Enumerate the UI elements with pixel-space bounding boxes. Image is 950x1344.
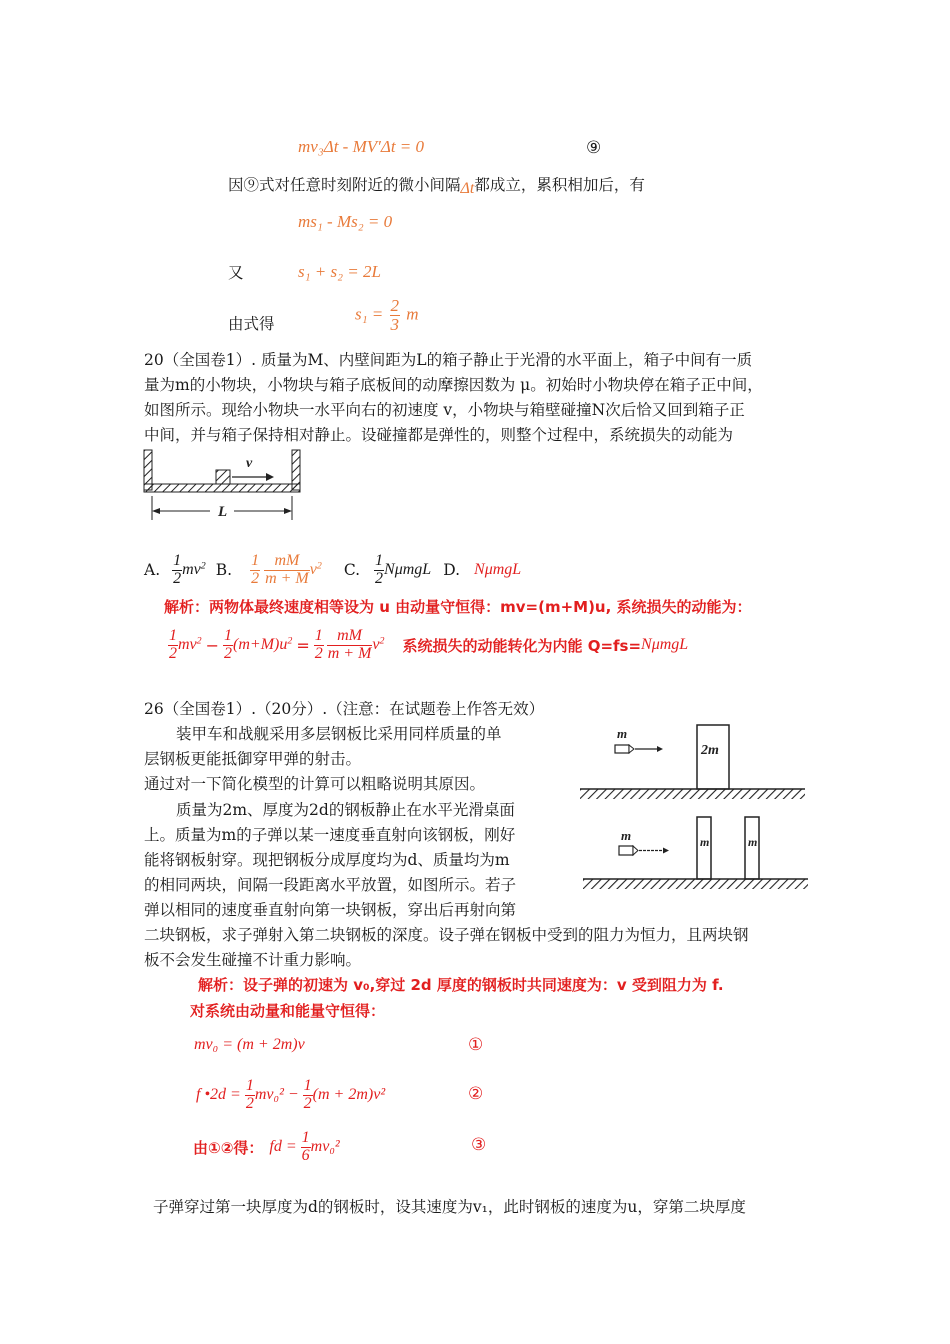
q26-solution-line2: 对系统由动量和能量守恒得： — [190, 1002, 386, 1020]
q26-line6: 上。质量为m的子弹以某一速度垂直射向该钢板，刚好 — [144, 826, 516, 844]
option-b-label: B. — [215, 561, 233, 579]
q26-line1: 26（全国卷1）.（20分）.（注意：在试题卷上作答无效） — [144, 700, 545, 718]
bullet-mass-label-bottom: m — [621, 828, 632, 843]
q26-line10: 二块钢板，求子弹射入第二块钢板的深度。设子弹在钢板中受到的阻力为恒力，且两块钢 — [144, 926, 749, 944]
delta-t: Δt — [460, 180, 475, 197]
table-bottom — [583, 879, 808, 889]
accumulate-text-head: 因⑨式对任意时刻附近的微小间隔 — [228, 176, 461, 194]
velocity-label: v — [246, 456, 253, 471]
thin-plate-2-label: m — [748, 835, 758, 849]
equation-9: mv₃Δt - MV′Δt = 0 — [298, 137, 425, 156]
label-also: 又 — [228, 264, 244, 282]
q20-solution-tail: 系统损失的动能转化为内能 Q=fs= — [402, 636, 642, 655]
length-label: L — [218, 504, 228, 520]
option-d-label: D. — [443, 561, 461, 579]
q20-line3: 如图所示。现给小物块一水平向右的初速度 v，小物块与箱壁碰撞N次后恰又回到箱子正 — [144, 401, 745, 419]
q26-solution-line1: 解析：设子弹的初速为 v₀,穿过 2d 厚度的钢板时共同速度为：v 受到阻力为 f. — [198, 976, 724, 994]
q20-line4: 中间，并与箱子保持相对静止。设碰撞都是弹性的，则整个过程中，系统损失的动能为 — [144, 426, 734, 444]
q26-line2: 装甲车和战舰采用多层钢板比采用同样质量的单 — [176, 725, 502, 743]
block — [216, 470, 230, 484]
option-d-expr: NμmgL — [474, 561, 522, 578]
q26-equation-3: 由①②得： fd = $\frac{1}{6}$ mv₀² — [193, 1128, 340, 1164]
q26-equation-number-1: ① — [468, 1035, 484, 1055]
q26-last-line: 子弹穿过第一块厚度为d的钢板时，设其速度为v₁，此时钢板的速度为u，穿第二块厚度 — [153, 1198, 746, 1216]
table-top — [580, 789, 805, 799]
box-figure — [140, 446, 310, 526]
q20-line1: 20（全国卷1）. 质量为M、内壁间距为L的箱子静止于光滑的水平面上，箱子中间有一质 — [144, 351, 753, 369]
q20-line2: 量为m的小物块，小物块与箱子底板间的动摩擦因数为 μ。初始时小物块停在箱子正中间， — [144, 376, 763, 394]
option-b-fraction-mass: $\frac{mM}{m + M}$ — [265, 551, 309, 587]
option-c-label: C. — [343, 561, 361, 579]
q26-line7: 能将钢板射穿。现把钢板分成厚度均为d、质量均为m — [144, 851, 510, 869]
accumulate-text-tail: 都成立，累积相加后，有 — [474, 176, 645, 194]
q26-line3: 层钢板更能抵御穿甲弹的射击。 — [144, 750, 362, 768]
q26-equation-2: f •2d = $\frac{1}{2}$ mv₀² − $\frac{1}{2}$ (m + 2m)v² — [196, 1076, 386, 1112]
q26-line5: 质量为2m、厚度为2d的钢板静止在水平光滑桌面 — [176, 801, 515, 819]
thin-plate-1-label: m — [700, 835, 710, 849]
q26-equation-1: mv₀ = (m + 2m)v — [194, 1036, 305, 1053]
equation-sum: s₁ + s₂ = 2L — [298, 262, 381, 281]
equation-momentum-displacement: ms₁ - Ms₂ = 0 — [298, 212, 393, 231]
q26-line8: 的相同两块，间隔一段距离水平放置，如图所示。若子 — [144, 876, 517, 894]
q26-line11: 板不会发生碰撞不计重力影响。 — [144, 951, 362, 969]
option-a-expr: $mv^2$ — [182, 560, 206, 578]
fraction-two-thirds — [390, 297, 401, 334]
option-a-label: A. — [144, 561, 161, 579]
accumulate-text — [228, 173, 645, 199]
option-b-fraction-half: $\frac{1}{2}$ — [251, 551, 260, 587]
equation-s1 — [355, 297, 419, 334]
equation-s1-left: s₁ = — [355, 304, 384, 324]
q26-line4: 通过对一下简化模型的计算可以粗略说明其原因。 — [144, 775, 486, 793]
option-a-fraction: $\frac{1}{2}$ — [173, 551, 182, 587]
fraction-num: 2 — [390, 296, 399, 315]
steel-plate-figure — [575, 718, 810, 898]
q20-options — [144, 548, 521, 592]
q20-solution-equation: $\frac{1}{2}$ $mv^2$ − $\frac{1}{2}$ $(m+M)u^2$ = $\frac{1}{2}$ $\frac{mM}{m + M}$ $v^2$ 系统损失的动能转化为内能 Q=fs= NμmgL — [169, 626, 689, 662]
box-floor — [144, 484, 300, 492]
velocity-arrowhead — [266, 473, 274, 481]
q20-solution-nmugl: NμmgL — [641, 636, 689, 653]
q26-line9: 弹以相同的速度垂直射向第一块钢板，穿出后再射向第 — [144, 901, 517, 919]
equation-number-9: ⑨ — [586, 138, 602, 158]
bullet-bottom — [619, 846, 633, 855]
bullet-mass-label-top: m — [617, 726, 628, 741]
label-from: 由式得 — [228, 315, 275, 333]
option-b-v2: $v^2$ — [309, 560, 322, 578]
bullet-top — [615, 745, 629, 753]
option-c-expr: NμmgL — [384, 561, 432, 578]
thick-plate-label: 2m — [701, 743, 719, 758]
option-c-fraction: $\frac{1}{2}$ — [375, 551, 384, 587]
equation-s1-right: m — [406, 304, 419, 324]
q26-equation-number-3: ③ — [471, 1135, 487, 1155]
q26-equation-number-2: ② — [468, 1084, 484, 1104]
q20-solution-line1: 解析：两物体最终速度相等设为 u 由动量守恒得：mv=(m+M)u, 系统损失的动能为： — [164, 598, 752, 616]
fraction-den: 3 — [390, 314, 399, 334]
